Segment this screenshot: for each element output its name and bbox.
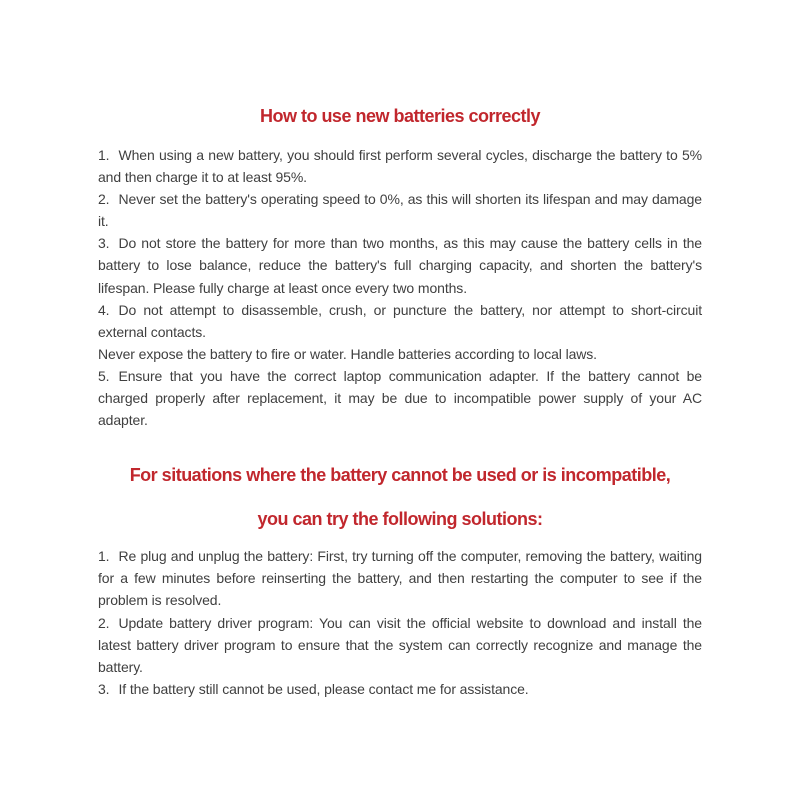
item-text: Never set the battery's operating speed to 0%, as this will shorten its lifespan and may damage it.: [98, 191, 702, 230]
page-title: How to use new batteries correctly: [259, 106, 541, 126]
usage-instructions-list: [98, 144, 702, 431]
item-number: 2.: [98, 191, 110, 208]
list-item: [98, 365, 702, 431]
list-item: [98, 299, 702, 343]
item-number: 1.: [98, 548, 110, 565]
list-item: [98, 232, 702, 298]
troubleshooting-heading-line2: you can try the following solutions:: [257, 509, 543, 530]
list-item: [98, 678, 702, 700]
solutions-list: [98, 545, 702, 700]
list-item: [98, 343, 702, 365]
troubleshooting-heading-line1: For situations where the battery cannot be used or is incompatible,: [129, 465, 671, 486]
list-item: [98, 188, 702, 232]
item-text: Ensure that you have the correct laptop communication adapter. If the battery cannot be charged properly after replacement, it may be due to incompatible power supply of your AC adapter.: [98, 367, 702, 429]
item-number: 3.: [98, 235, 110, 252]
list-item: [98, 612, 702, 678]
item-text: Do not store the battery for more than two months, as this may cause the battery cells in the battery to lose balance, reduce the battery's full charging capacity, and shorten the battery's lifespan. Please fully charge at least once every two months.: [98, 235, 702, 296]
item-text: If the battery still cannot be used, please contact me for assistance.: [118, 680, 529, 697]
item-number: 2.: [98, 614, 110, 631]
item-text: Re plug and unplug the battery: First, try turning off the computer, removing the battery, waiting for a few minutes before reinserting the battery, and then restarting the computer to see if the problem is resolved.: [98, 548, 702, 609]
list-item: [98, 144, 702, 188]
item-text: Never expose the battery to fire or water. Handle batteries according to local laws.: [98, 345, 597, 362]
item-text: When using a new battery, you should first perform several cycles, discharge the battery to 5% and then charge it to at least 95%.: [98, 147, 702, 186]
list-item: [98, 545, 702, 611]
item-number: 4.: [98, 301, 110, 318]
item-number: 3.: [98, 680, 110, 697]
item-text: Update battery driver program: You can visit the official website to download and install the latest battery driver program to ensure that the system can correctly recognize and manage the battery.: [98, 614, 702, 675]
item-number: 1.: [98, 147, 110, 163]
item-number: 5.: [98, 367, 110, 384]
item-text: Do not attempt to disassemble, crush, or puncture the battery, nor attempt to short-circuit external contacts.: [98, 301, 702, 340]
